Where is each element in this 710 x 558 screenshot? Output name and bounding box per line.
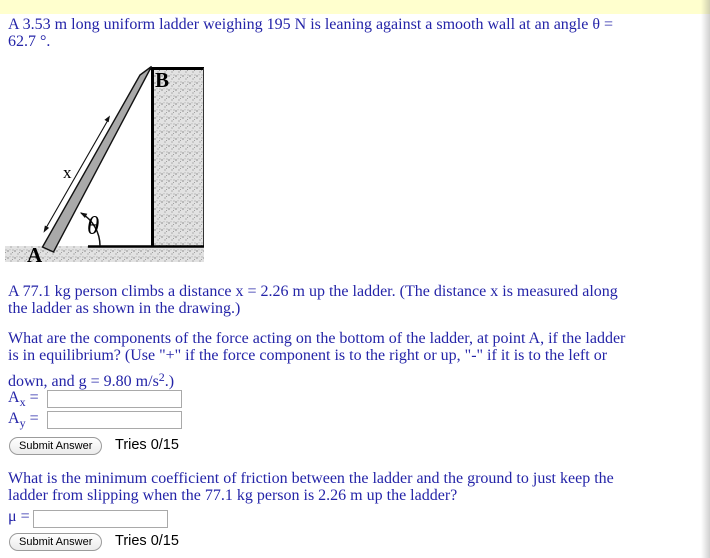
q2-tries-counter: Tries 0/15 xyxy=(115,533,179,549)
top-yellow-banner xyxy=(0,0,710,14)
ax-subscript: x xyxy=(19,395,26,409)
mu-answer-input[interactable] xyxy=(33,510,168,528)
x-distance-arrow xyxy=(44,116,111,233)
ay-subscript: y xyxy=(19,416,26,430)
q1-tries-counter: Tries 0/15 xyxy=(115,437,179,453)
mu-label xyxy=(8,508,30,526)
point-b-label: B xyxy=(155,68,170,92)
theta-label: θ xyxy=(87,213,100,240)
q2-submit-button[interactable]: Submit Answer xyxy=(9,533,102,551)
ax-label xyxy=(8,389,39,410)
x-label: x xyxy=(63,163,72,182)
scrollbar-edge[interactable] xyxy=(701,0,710,558)
ay-equals: = xyxy=(25,410,39,427)
intro-line-1: A 3.53 m long uniform ladder weighing 195 N is leaning against a smooth wall at an angle θ = xyxy=(8,16,614,33)
ay-answer-input[interactable] xyxy=(47,411,182,429)
ax-symbol: A xyxy=(8,389,20,406)
ax-answer-input[interactable] xyxy=(47,390,182,408)
q1-line-3 xyxy=(8,369,174,390)
ladder-wall-diagram xyxy=(0,60,210,266)
q1-line-2: is in equilibrium? (Use "+" if the force component is to the right or up, "-" if it is to the left or xyxy=(8,347,608,364)
ax-equals: = xyxy=(25,389,39,406)
q2-line-2: ladder from slipping when the 77.1 kg person is 2.26 m up the ladder? xyxy=(8,487,458,504)
q2-line-1: What is the minimum coefficient of friction between the ladder and the ground to just keep the xyxy=(8,470,614,487)
mu-equals: = xyxy=(16,508,30,525)
q1-exponent: 2 xyxy=(158,370,165,384)
person-line-2: the ladder as shown in the drawing.) xyxy=(8,300,241,317)
mu-symbol: μ xyxy=(8,508,17,525)
point-a-label: A xyxy=(27,243,43,266)
q1-line-3-post: .) xyxy=(164,373,175,390)
ay-label xyxy=(8,410,39,431)
q1-line-3-pre: down, and g = 9.80 m/s xyxy=(8,373,159,390)
ay-symbol: A xyxy=(8,410,20,427)
q1-line-1: What are the components of the force acting on the bottom of the ladder, at point A, if the ladder xyxy=(8,330,626,347)
intro-line-2: 62.7 °. xyxy=(8,33,51,50)
intro-paragraph xyxy=(8,16,613,50)
wall-texture xyxy=(152,67,204,247)
person-paragraph xyxy=(8,283,618,317)
person-line-1: A 77.1 kg person climbs a distance x = 2.26 m up the ladder. (The distance x is measured along xyxy=(8,283,618,300)
q1-submit-button[interactable]: Submit Answer xyxy=(9,437,102,455)
